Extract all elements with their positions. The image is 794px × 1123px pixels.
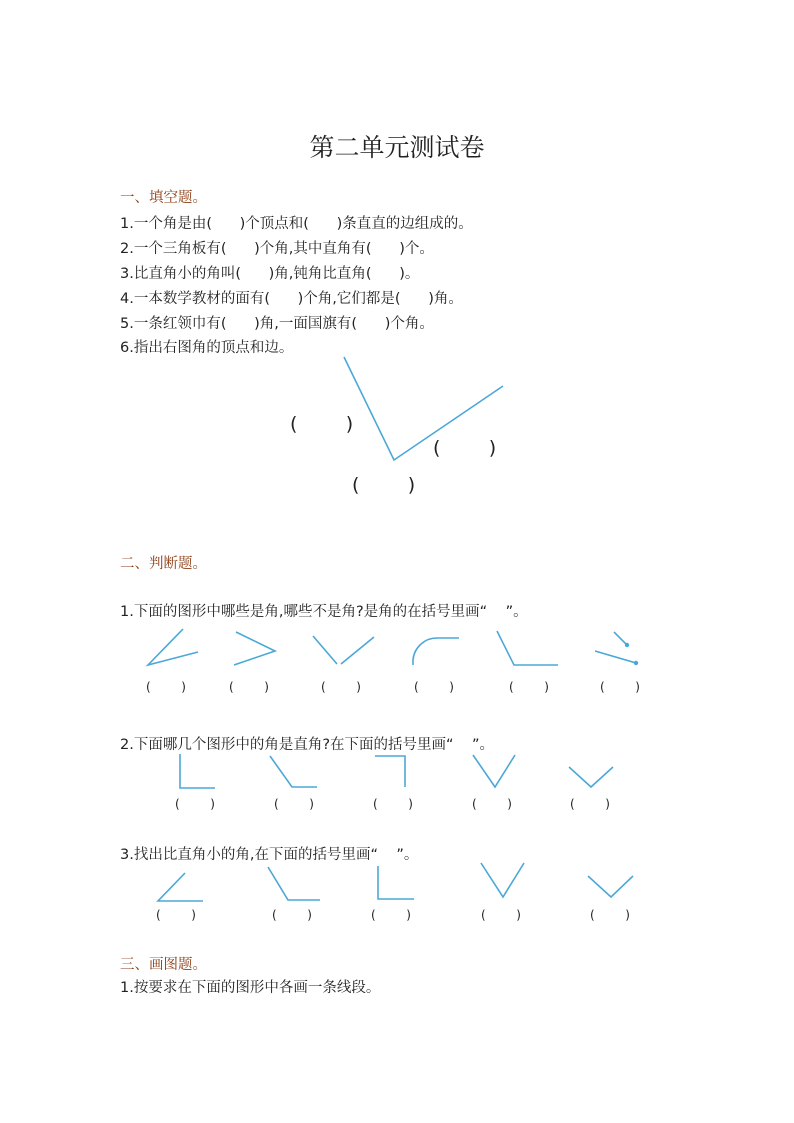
angle-figure-2: [234, 632, 275, 665]
question-2-1: 1.下面的图形中哪些是角,哪些不是角?是角的在括号里画“ ”。: [120, 604, 528, 620]
angle-figure-main: [344, 357, 503, 460]
section-heading-fill-blank: 一、填空题。: [120, 190, 207, 206]
answer-paren: ( ): [146, 680, 186, 694]
question-1-4: 4.一本数学教材的面有( )个角,它们都是( )角。: [120, 291, 463, 307]
endpoint-dot: [634, 661, 638, 665]
question-1-6: 6.指出右图角的顶点和边。: [120, 340, 294, 356]
answer-paren: ( ): [570, 797, 610, 811]
angle-figure-q2-1: [180, 754, 215, 788]
angle-figure-q2-2: [270, 756, 317, 787]
non-angle-figure-3b: [341, 637, 374, 664]
angle-figure-q3-3: [378, 866, 414, 899]
answer-paren: ( ): [229, 680, 269, 694]
answer-paren: ( ): [321, 680, 361, 694]
angle-figure-q2-4: [473, 755, 515, 787]
question-1-2: 2.一个三角板有( )个角,其中直角有( )个。: [120, 241, 434, 257]
answer-paren: ( ): [590, 908, 630, 922]
angle-figure-1: [148, 629, 198, 665]
angle-figure-5: [497, 631, 558, 665]
answer-paren-vertex: ( ): [352, 474, 416, 496]
answer-paren: ( ): [509, 680, 549, 694]
angle-figure-q2-3: [375, 756, 405, 787]
answer-paren-right-side: ( ): [433, 437, 497, 459]
question-2-3: 3.找出比直角小的角,在下面的括号里画“ ”。: [120, 847, 419, 863]
page-title: 第二单元测试卷: [309, 133, 485, 162]
answer-paren: ( ): [272, 908, 312, 922]
question-1-3: 3.比直角小的角叫( )角,钝角比直角( )。: [120, 266, 420, 282]
angle-figure-q3-5: [588, 876, 633, 897]
section-heading-drawing: 三、画图题。: [120, 957, 207, 973]
answer-paren: ( ): [414, 680, 454, 694]
answer-paren: ( ): [175, 797, 215, 811]
non-angle-figure-3: [313, 636, 337, 664]
answer-paren: ( ): [600, 680, 640, 694]
angle-figure-q3-1: [158, 873, 203, 901]
answer-paren: ( ): [371, 908, 411, 922]
angle-figure-q3-4: [481, 863, 524, 897]
question-1-5: 5.一条红领巾有( )角,一面国旗有( )个角。: [120, 316, 434, 332]
endpoint-dot: [625, 643, 629, 647]
answer-paren-left-side: ( ): [290, 413, 354, 435]
answer-paren: ( ): [274, 797, 314, 811]
angle-figure-q3-2: [268, 867, 320, 900]
section-heading-judgment: 二、判断题。: [120, 556, 207, 572]
answer-paren: ( ): [373, 797, 413, 811]
angle-figure-q2-5: [569, 767, 613, 787]
non-angle-figure-6b: [595, 651, 636, 663]
answer-paren: ( ): [472, 797, 512, 811]
answer-paren: ( ): [156, 908, 196, 922]
non-angle-figure-6a: [614, 632, 627, 645]
question-1-1: 1.一个角是由( )个顶点和( )条直直的边组成的。: [120, 216, 473, 232]
curved-figure-4: [413, 638, 459, 665]
question-3-1: 1.按要求在下面的图形中各画一条线段。: [120, 980, 381, 996]
answer-paren: ( ): [481, 908, 521, 922]
question-2-2: 2.下面哪几个图形中的角是直角?在下面的括号里画“ ”。: [120, 737, 494, 753]
